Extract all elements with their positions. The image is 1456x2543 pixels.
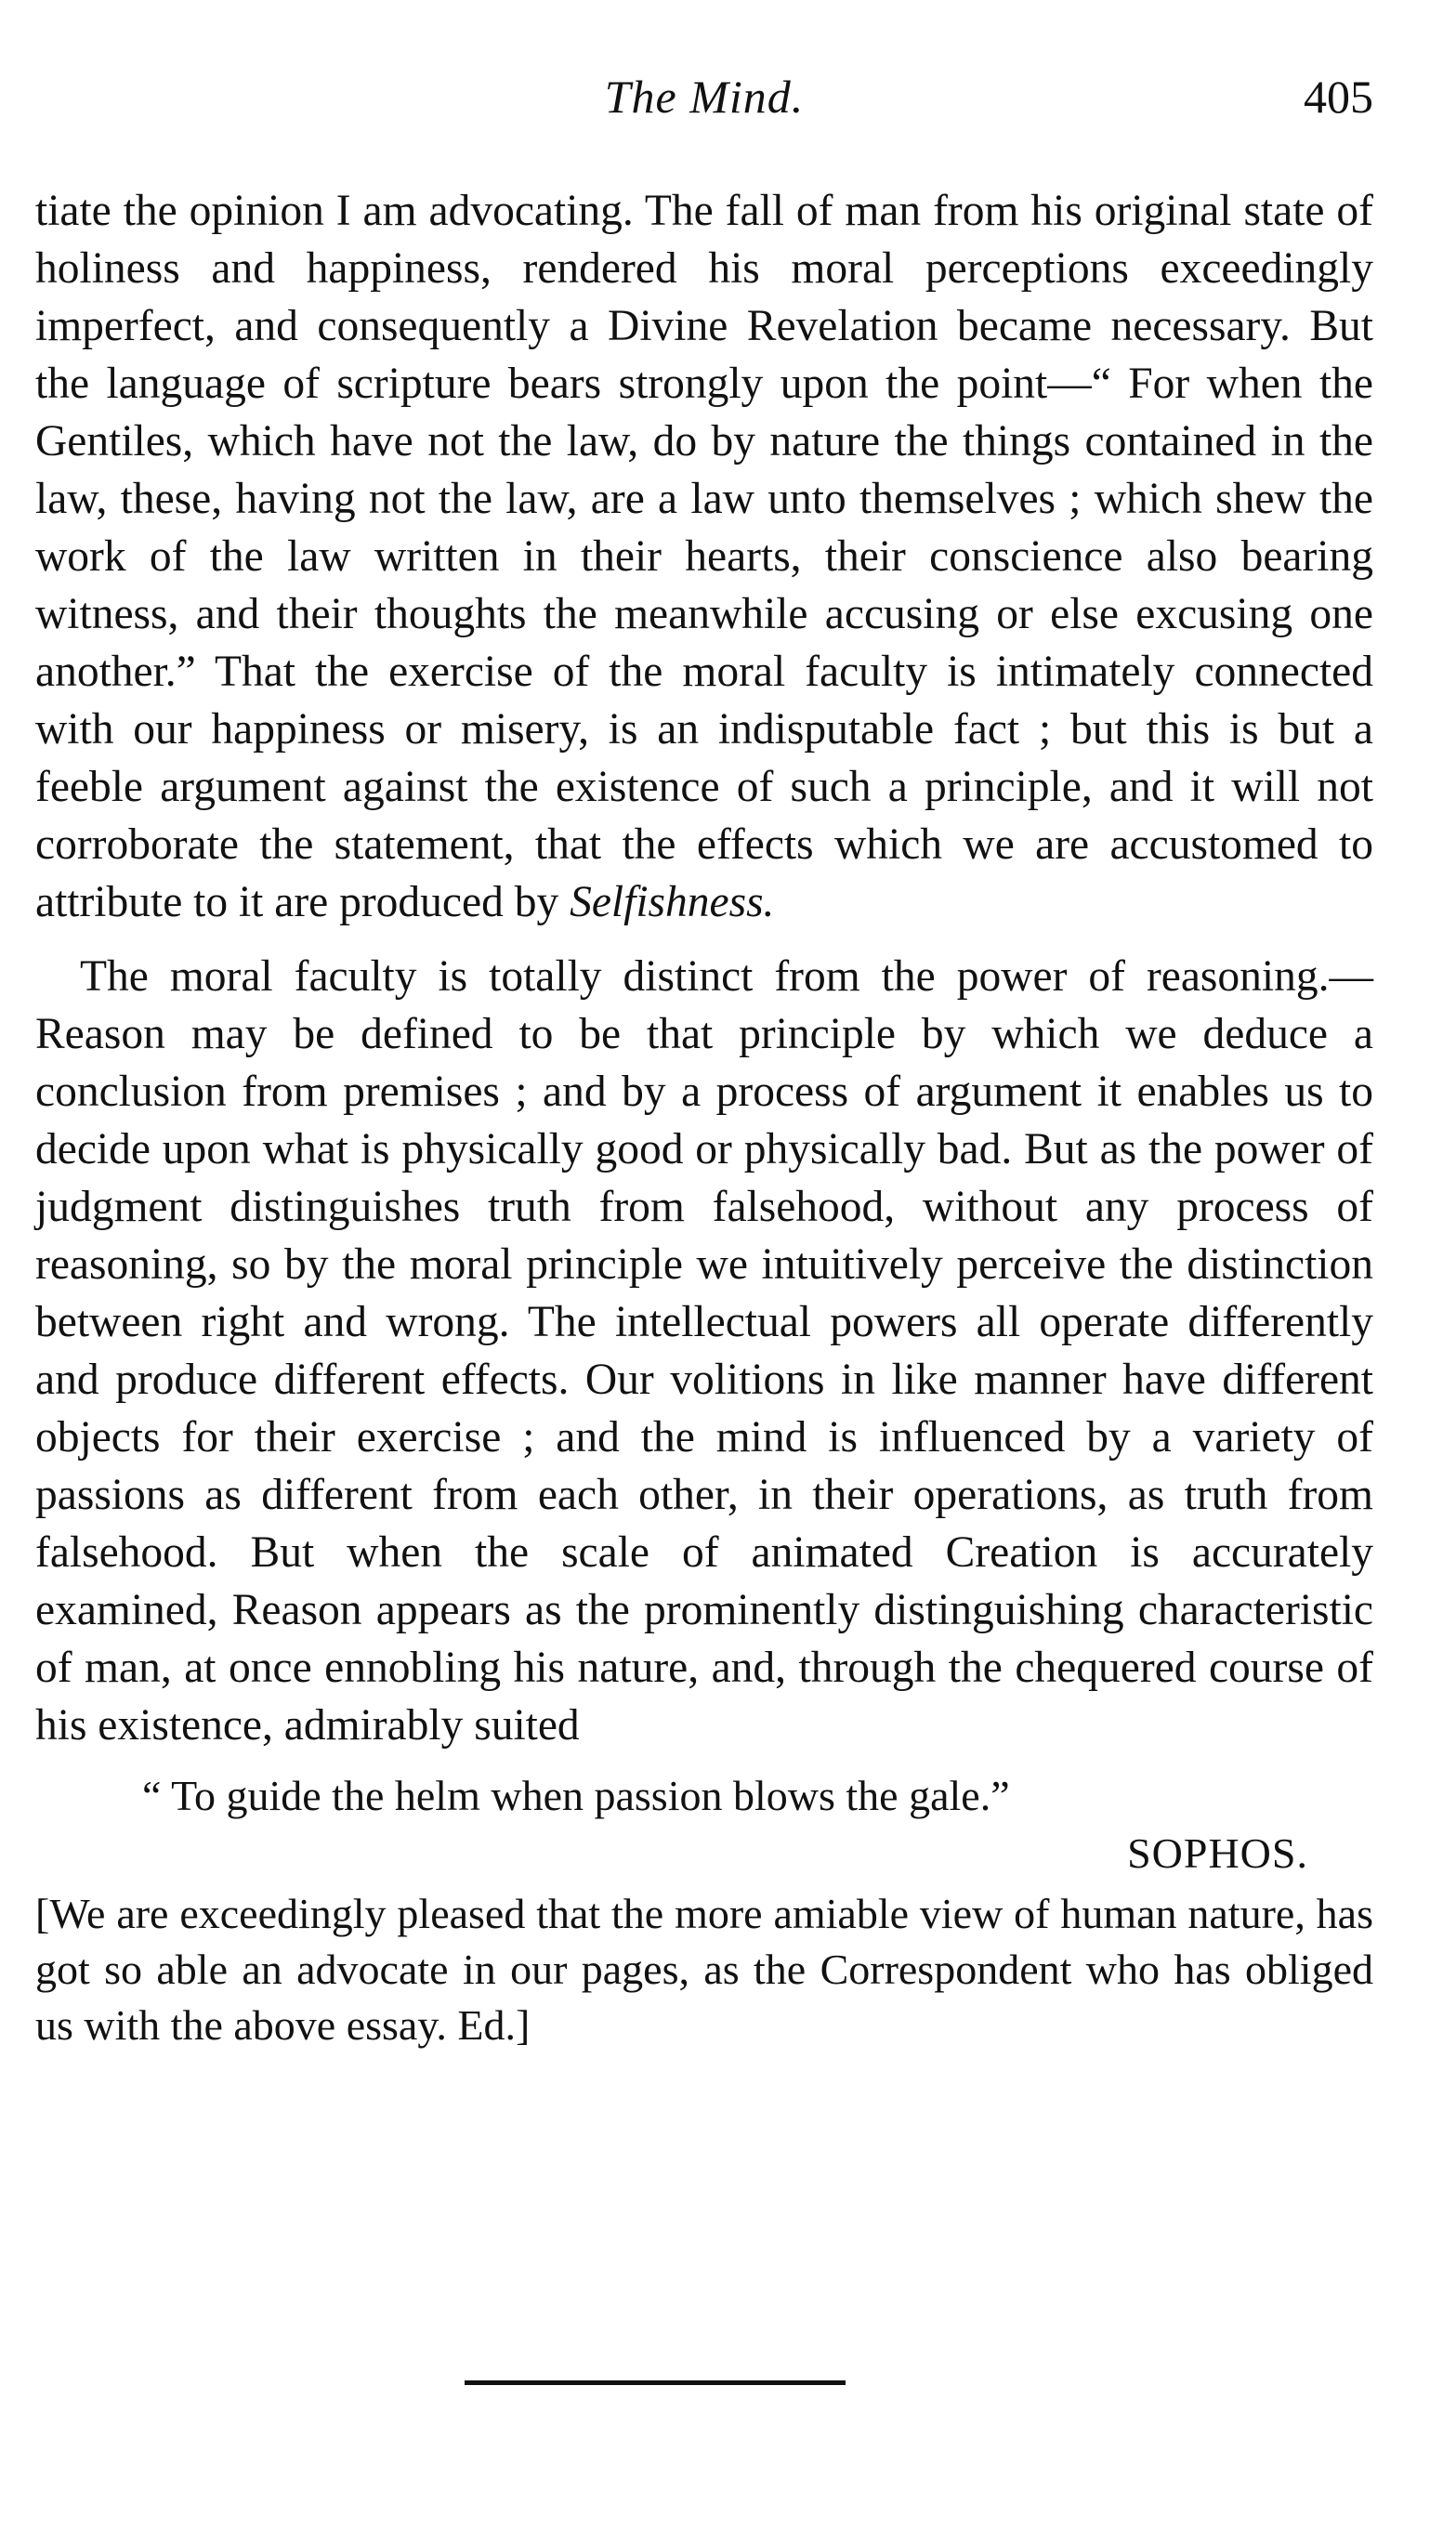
author-signature: SOPHOS. — [1127, 1829, 1308, 1877]
paragraph-1 — [35, 182, 1373, 931]
page — [35, 0, 1373, 2053]
closing-rule — [465, 2380, 846, 2385]
page-header — [35, 0, 1373, 130]
paragraph-2 — [35, 948, 1373, 1754]
paragraph-1-emphasis: Selfishness. — [570, 878, 775, 926]
running-title: The Mind. — [604, 71, 805, 123]
paragraph-2-text: The moral faculty is totally distinct from the power of reasoning.—Reason may be defined to be that principle by which we deduce a conclusion from premises ; and by a process of argument it enables us to decide upon what is physically good or physically bad. But as the power of judgment distinguishes truth from falsehood, without any process of reasoning, so by the moral principle we intuitively perceive the distinction between right and wrong. The intellectual powers all operate differently and produce different effects. Our volitions in like manner have different objects for their exercise ; and the mind is influenced by a variety of passions as different from each other, in their operations, as truth from falsehood. But when the scale of animated Creation is accurately examined, Reason appears as the prominently distinguishing characteristic of man, at once ennobling his nature, and, through the chequered course of his existence, admirably suited — [35, 952, 1373, 1750]
paragraph-1-text: tiate the opinion I am advocating. The fall of man from his original state of holiness and happiness, rendered his moral perceptions exceedingly imperfect, and consequently a Divine Revelation became necessary. But the language of scripture bears strongly upon the point—“ For when the Gentiles, which have not the law, do by nature the things contained in the law, these, having not the law, are a law unto themselves ; which shew the work of the law written in their hearts, their conscience also bearing witness, and their thoughts the meanwhile accusing or else excusing one another.” That the exercise of the moral faculty is intimately connected with our happiness or misery, is an indisputable fact ; but this is but a feeble argument against the existence of such a principle, and it will not corroborate the statement, that the effects which we are accustomed to attribute to it are produced by — [35, 187, 1373, 926]
page-number: 405 — [1304, 71, 1373, 123]
verse-quote: “ To guide the helm when passion blows the gale.” — [142, 1772, 1010, 1819]
editor-note: [We are exceedingly pleased that the more amiable view of human nature, has got so able an advocate in our pages, as the Correspondent who has obliged us with the above essay. Ed.] — [35, 1890, 1373, 2049]
